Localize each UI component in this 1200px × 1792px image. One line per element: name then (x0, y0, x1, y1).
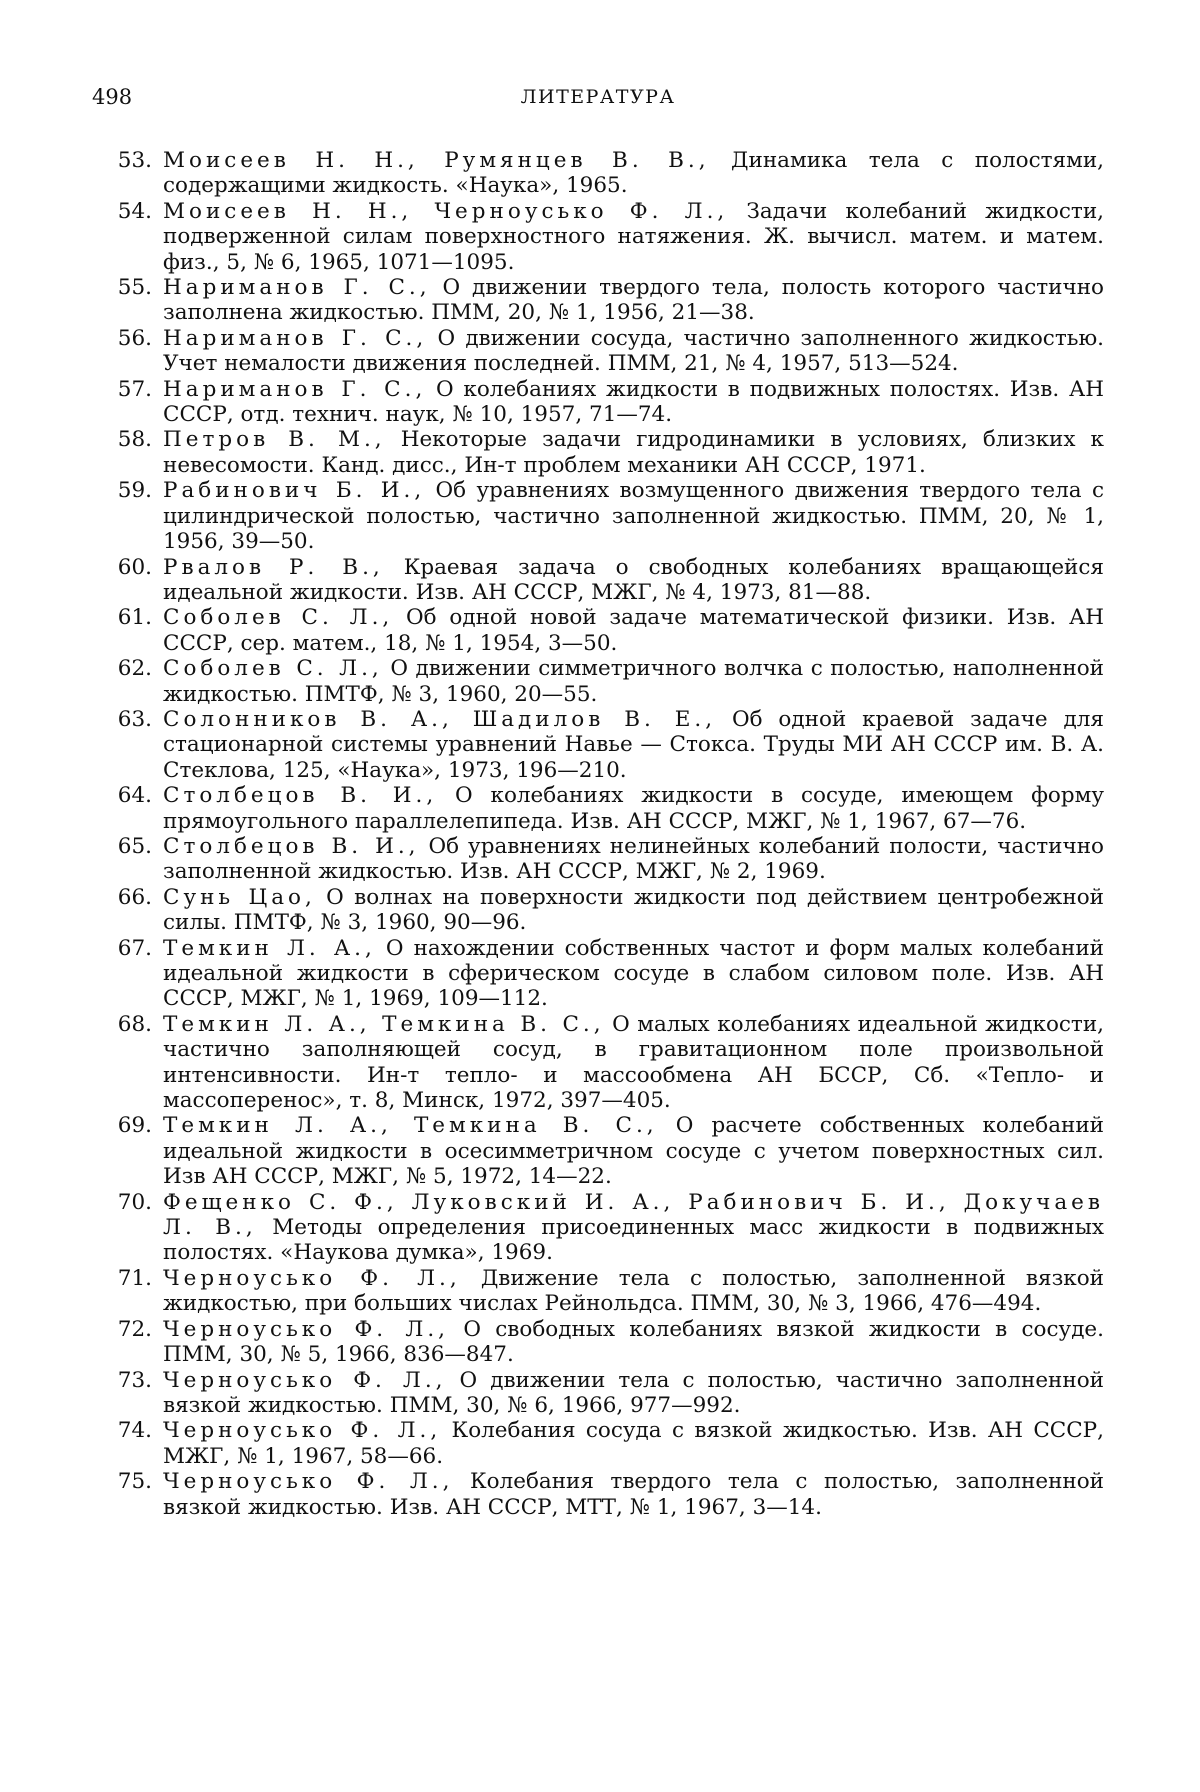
reference-authors: Рвалов Р. В., (163, 554, 384, 580)
reference-number: 57. (117, 376, 152, 402)
reference-number: 70. (117, 1189, 152, 1215)
reference-text: О нахождении собственных частот и форм малых колебаний идеальной жидкости в сферическом сосуде в слабом силовом поле. Изв. АН СССР, МЖГ, № 1, 1969, 109—112. (163, 935, 1105, 1012)
reference-text: Задачи колебаний жидкости, подверженной силам поверхностного натяжения. Ж. вычисл. матем. и матем. физ., 5, № 6, 1965, 1071—1095. (163, 198, 1104, 275)
reference-item (92, 1266, 1104, 1317)
reference-authors: Черноусько Ф. Л., (163, 1469, 454, 1495)
reference-authors: Черноусько Ф. Л., (163, 1418, 442, 1444)
reference-authors: Черноусько Ф. Л., (163, 1316, 450, 1342)
reference-number: 63. (117, 706, 152, 732)
reference-text: Краевая задача о свободных колебаниях вращающейся идеальной жидкости. Изв. АН СССР, МЖГ, № 4, 1973, 81—88. (163, 554, 1104, 605)
reference-number: 64. (117, 783, 152, 809)
reference-number: 67. (117, 935, 152, 961)
reference-item (92, 275, 1104, 326)
reference-number: 69. (117, 1113, 152, 1139)
reference-text: Колебания сосуда с вязкой жидкостью. Изв. АН СССР, МЖГ, № 1, 1967, 58—66. (163, 1418, 1104, 1469)
reference-number: 74. (117, 1418, 152, 1444)
reference-authors: Соболев С. Л., (163, 605, 394, 631)
reference-authors: Темкин Л. А., Темкина В. С., (163, 1113, 658, 1139)
reference-item (92, 656, 1104, 707)
reference-number: 61. (117, 605, 152, 631)
reference-authors: Нариманов Г. С., (163, 376, 427, 402)
reference-item (92, 377, 1104, 428)
reference-authors: Темкин Л. А., (163, 935, 376, 961)
reference-item (92, 605, 1104, 656)
reference-number: 62. (117, 656, 152, 682)
reference-number: 54. (117, 198, 152, 224)
reference-text: Некоторые задачи гидродинамики в условиях, близких к невесомости. Канд. дисс., Ин-т проблем механики АН СССР, 1971. (163, 427, 1104, 478)
reference-text: О свободных колебаниях вязкой жидкости в сосуде. ПММ, 30, № 5, 1966, 836—847. (163, 1316, 1104, 1368)
running-title: ЛИТЕРАТУРА (520, 86, 676, 108)
reference-item (92, 148, 1104, 199)
reference-authors: Темкин Л. А., Темкина В. С., (163, 1011, 605, 1037)
reference-item (92, 199, 1104, 275)
reference-text: О волнах на поверхности жидкости под действием центробежной силы. ПМТФ, № 3, 1960, 90—96. (163, 884, 1104, 936)
reference-text: Об уравнениях возмущенного движения твердого тела с цилиндрической полостью, частично заполненной жидкостью. ПММ, 20, № 1, 1956, 39—50. (163, 478, 1104, 555)
reference-item (92, 1190, 1104, 1266)
reference-number: 60. (117, 554, 152, 580)
reference-authors: Соболев С. Л., (163, 656, 383, 682)
reference-authors: Солонников В. А., Шадилов В. Е., (163, 706, 717, 732)
reference-text: Об одной краевой задаче для стационарной системы уравнений Навье — Стокса. Труды МИ АН СССР им. В. А. Стеклова, 125, «Наука», 1973, 196—210. (163, 706, 1104, 783)
reference-item (92, 936, 1104, 1012)
reference-number: 59. (117, 478, 152, 504)
reference-authors: Фещенко С. Ф., Луковский И. А., Рабинович Б. И., Докучаев Л. В., (163, 1189, 1104, 1241)
reference-text: О движении тела с полостью, частично заполненной вязкой жидкостью. ПММ, 30, № 6, 1966, 977—992. (163, 1367, 1104, 1418)
reference-authors: Черноусько Ф. Л., (163, 1265, 461, 1291)
reference-text: О колебаниях жидкости в сосуде, имеющем форму прямоугольного параллелепипеда. Изв. АН СССР, МЖГ, № 1, 1967, 67—76. (163, 783, 1104, 834)
reference-number: 58. (117, 427, 152, 453)
reference-item (92, 427, 1104, 478)
reference-text: Движение тела с полостью, заполненной вязкой жидкостью, при больших числах Рейнольдса. ПММ, 30, № 3, 1966, 476—494. (163, 1265, 1105, 1317)
reference-number: 65. (117, 833, 152, 859)
reference-item (92, 707, 1104, 783)
reference-authors: Сунь Цао, (163, 884, 316, 910)
reference-number: 72. (117, 1316, 152, 1342)
reference-number: 73. (117, 1367, 152, 1393)
reference-item (92, 326, 1104, 377)
reference-item (92, 834, 1104, 885)
reference-authors: Столбецов В. И., (163, 833, 420, 859)
reference-authors: Петров В. М., (163, 427, 386, 453)
reference-text: О движении твердого тела, полость которого частично заполнена жидкостью. ПММ, 20, № 1, 1956, 21—38. (163, 275, 1105, 326)
reference-text: Об одной новой задаче математической физики. Изв. АН СССР, сер. матем., 18, № 1, 1954, 3—50. (163, 605, 1104, 656)
reference-item (92, 783, 1104, 834)
reference-text: Об уравнениях нелинейных колебаний полости, частично заполненной жидкостью. Изв. АН СССР, МЖГ, № 2, 1969. (163, 833, 1104, 885)
reference-text: О расчете собственных колебаний идеальной жидкости в осесимметричном сосуде с учетом поверхностных сил. Изв АН СССР, МЖГ, № 5, 1972, 14—22. (163, 1113, 1104, 1190)
reference-item (92, 555, 1104, 606)
reference-number: 75. (117, 1469, 152, 1495)
reference-text: О движении сосуда, частично заполненного жидкостью. Учет немалости движения последней. ПММ, 21, № 4, 1957, 513—524. (163, 325, 1105, 377)
reference-text: О движении симметричного волчка с полостью, наполненной жидкостью. ПМТФ, № 3, 1960, 20—55. (163, 656, 1104, 707)
reference-item (92, 1469, 1104, 1520)
reference-item (92, 1113, 1104, 1189)
reference-authors: Моисеев Н. Н., Румянцев В. В., (163, 148, 710, 173)
reference-text: Колебания твердого тела с полостью, заполненной вязкой жидкостью. Изв. АН СССР, МТТ, № 1, 1967, 3—14. (163, 1469, 1104, 1520)
reference-number: 66. (117, 884, 152, 910)
page-header (92, 82, 1104, 112)
reference-item (92, 885, 1104, 936)
reference-text: О колебаниях жидкости в подвижных полостях. Изв. АН СССР, отд. технич. наук, № 10, 1957, 71—74. (163, 376, 1104, 428)
reference-item (92, 1418, 1104, 1469)
reference-number: 68. (117, 1011, 152, 1037)
reference-text: Динамика тела с полостями, содержащими жидкость. «Наука», 1965. (163, 148, 1104, 199)
reference-text: О малых колебаниях идеальной жидкости, частично заполняющей сосуд, в гравитационном поле произвольной интенсивности. Ин-т тепло- и массообмена АН БССР, Сб. «Тепло- и массоперенос», т. 8, Минск, 1972, 397—405. (163, 1011, 1104, 1114)
reference-item (92, 1368, 1104, 1419)
reference-list (92, 148, 1104, 1520)
page-number: 498 (92, 85, 133, 109)
reference-text: Методы определения присоединенных масс жидкости в подвижных полостях. «Наукова думка», 1969. (163, 1215, 1105, 1266)
reference-authors: Нариманов Г. С., (163, 325, 428, 351)
reference-authors: Рабинович Б. И., (163, 478, 426, 504)
reference-number: 56. (117, 325, 152, 351)
reference-number: 55. (117, 275, 152, 301)
reference-authors: Нариманов Г. С., (163, 275, 431, 301)
reference-item (92, 478, 1104, 554)
reference-item (92, 1317, 1104, 1368)
reference-number: 53. (117, 148, 152, 173)
reference-authors: Черноусько Ф. Л., (163, 1367, 447, 1393)
reference-item (92, 1012, 1104, 1114)
reference-authors: Моисеев Н. Н., Черноусько Ф. Л., (163, 198, 729, 224)
reference-authors: Столбецов В. И., (163, 783, 438, 809)
reference-number: 71. (117, 1265, 152, 1291)
